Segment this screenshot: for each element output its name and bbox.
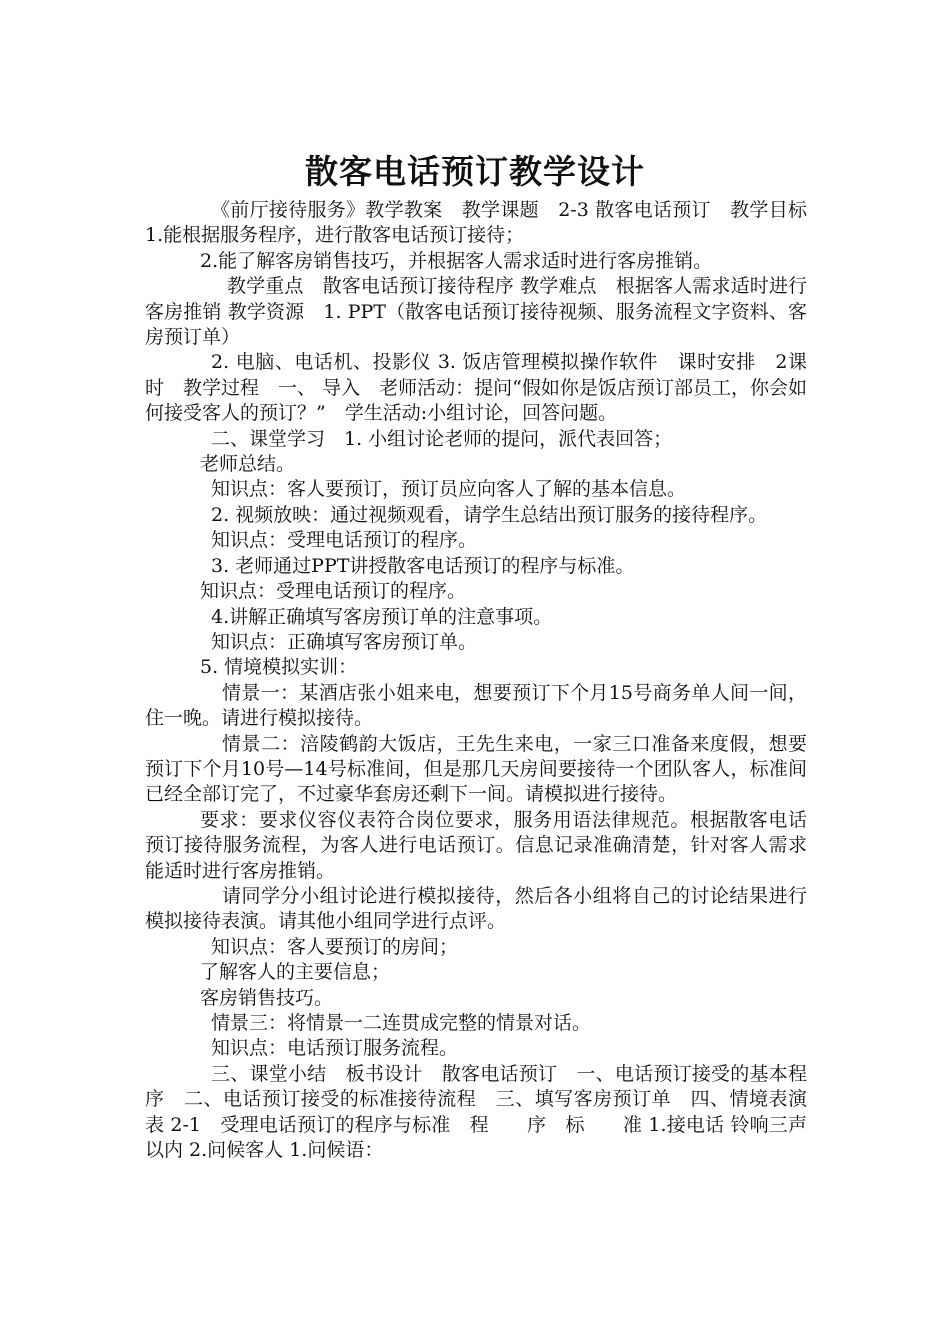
- paragraph-summary-board: 三、课堂小结 板书设计 散客电话预订 一、电话预订接受的基本程序 二、电话预订接受的标准接待流程 三、填写客房预订单 四、情境表演 表 2-1 受理电话预订的程序与标准 程 序 标 准 1.接电话 铃响三声以内 2.问候客人 1.问候语：: [145, 1062, 846, 1162]
- paragraph-teacher-summary: 老师总结。: [200, 453, 296, 476]
- paragraph-scenario-2: 情景二：涪陵鹤韵大饭店，王先生来电，一家三口准备来度假，想要预订下个月10号—14号标准间，但是那几天房间要接待一个团队客人，标准间已经全部订完了，不过豪华套房还剩下一间。请模拟进行接待。: [145, 732, 807, 806]
- paragraph-sales-skills: 客房销售技巧。: [200, 986, 334, 1009]
- paragraph-simulation: 5. 情境模拟实训：: [200, 656, 358, 679]
- paragraph-key-points: 教学重点 散客电话预订接待程序 教学难点 根据客人需求适时进行客房推销 教学资源 1. PPT（散客电话预订接待视频、服务流程文字资料、客房预订单）: [145, 275, 807, 349]
- paragraph-form-notes: 4.讲解正确填写客房预订单的注意事项。: [211, 605, 553, 628]
- paragraph-resources-process: 2. 电脑、电话机、投影仪 3. 饭店管理模拟操作软件 课时安排 2课时 教学过程 一、 导入 老师活动：提问“假如你是饭店预订部员工，你会如何接受客人的预订？” 学生活动:小组讨论，回答问题。: [145, 351, 807, 425]
- document-body: [145, 198, 846, 1163]
- paragraph-classroom-learning: 二、课堂学习 1. 小组讨论老师的提问，派代表回答；: [211, 427, 673, 450]
- document-title: 散客电话预订教学设计: [305, 152, 645, 192]
- paragraph-group-practice: 请同学分小组讨论进行模拟接待，然后各小组将自己的讨论结果进行模拟接待表演。请其他小组同学进行点评。: [145, 884, 807, 933]
- paragraph-scenario-3: 情景三：将情景一二连贯成完整的情景对话。: [211, 1012, 592, 1034]
- paragraph-guest-info: 了解客人的主要信息；: [200, 961, 391, 984]
- paragraph-requirements: 要求：要求仪容仪表符合岗位要求，服务用语法律规范。根据散客电话预订接待服务流程，为客人进行电话预订。信息记录准确清楚，针对客人需求能适时进行客房推销。: [145, 808, 807, 882]
- paragraph-course-info: 《前厅接待服务》教学教案 教学课题 2-3 散客电话预订 教学目标 1.能根据服务程序，进行散客电话预订接待；: [145, 199, 827, 247]
- paragraph-objective-2: 2.能了解客房销售技巧，并根据客人需求适时进行客房推销。: [200, 249, 713, 272]
- paragraph-video: 2. 视频放映：通过视频观看，请学生总结出预订服务的接待程序。: [211, 503, 768, 526]
- paragraph-knowledge-point: 知识点：受理电话预订的程序。: [211, 529, 478, 552]
- paragraph-knowledge-point: 知识点：电话预订服务流程。: [211, 1037, 459, 1060]
- paragraph-knowledge-point: 知识点：客人要预订的房间；: [211, 935, 459, 958]
- paragraph-scenario-1: 情景一：某酒店张小姐来电，想要预订下个月15号商务单人间一间，住一晚。请进行模拟接待。: [145, 681, 807, 730]
- paragraph-knowledge-point: 知识点：受理电话预订的程序。: [200, 580, 467, 603]
- paragraph-knowledge-point: 知识点：正确填写客房预订单。: [211, 630, 478, 653]
- paragraph-knowledge-point: 知识点：客人要预订，预订员应向客人了解的基本信息。: [211, 478, 687, 501]
- paragraph-ppt-lecture: 3. 老师通过PPT讲授散客电话预订的程序与标准。: [211, 554, 635, 577]
